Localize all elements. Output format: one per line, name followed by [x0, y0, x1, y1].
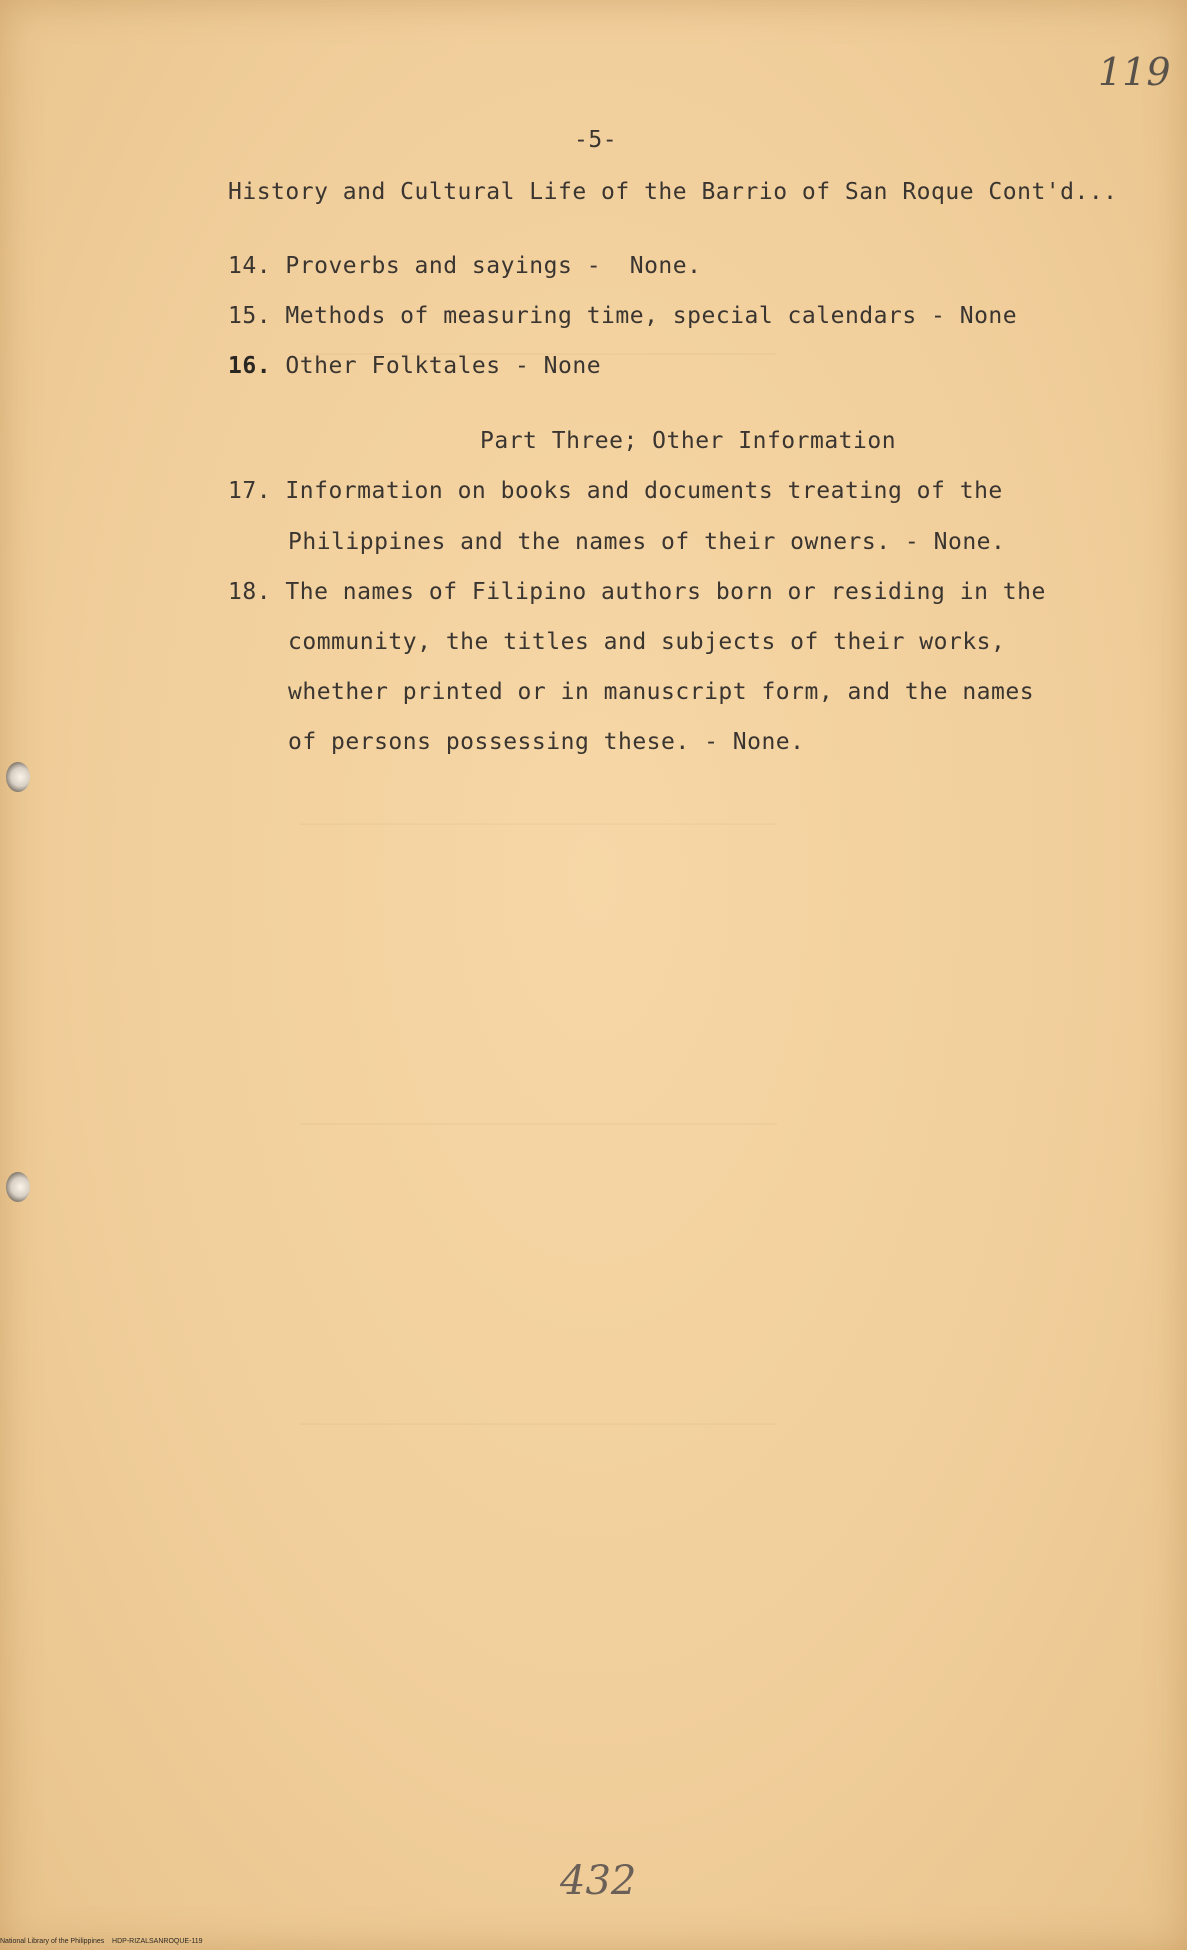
list-item-18-continuation: of persons possessing these. - None.	[288, 729, 805, 755]
handwritten-page-number: 119	[1098, 50, 1171, 94]
list-item-18-continuation: whether printed or in manuscript form, and the names	[288, 679, 1035, 705]
part-heading: Part Three; Other Information	[480, 428, 897, 454]
item-number: 14.	[228, 253, 272, 279]
list-item-17	[228, 477, 1003, 505]
list-item-16	[228, 352, 601, 380]
punch-hole	[6, 762, 30, 792]
item-text: Information on books and documents treating of the	[285, 478, 1003, 504]
stamp-mark: 432	[560, 1858, 637, 1904]
punch-hole	[6, 1172, 30, 1202]
footer-text: National Library of the Philippines HDP-RIZALSANROQUE-119	[0, 1938, 203, 1945]
page-number: -5-	[574, 127, 618, 153]
list-item-14	[228, 252, 701, 280]
item-number: 15.	[228, 303, 272, 329]
list-item-17-continuation: Philippines and the names of their owners. - None.	[288, 529, 1006, 555]
item-number: 17.	[228, 478, 272, 504]
item-text: Proverbs and sayings - None.	[285, 253, 702, 279]
running-title: History and Cultural Life of the Barrio of San Roque Cont'd...	[228, 179, 1118, 205]
list-item-15	[228, 302, 1017, 330]
item-text: Methods of measuring time, special calendars - None	[285, 303, 1018, 329]
archival-page: ____________________________________ ____________________________________ ____________________________________ ____________________________________ 119 -5- History and Cultural Life of the Barrio of San Roque Cont'd... 14. Proverbs and sayings - None. 15. Methods of measuring time, special calendars - None 16. Other Folktales - None Part Three; Other Information 17. Information on books and documents treating of the Philippines and the names of their owners. - None. 18. The names of Filipino authors born or residing in the community, the titles and subjects of their works, whether printed or in manuscript form, and the names of persons possessing these. - None. 432 National Library of the Philippines HDP-RIZALSANROQUE-119	[0, 0, 1187, 1950]
item-number: 16.	[228, 353, 272, 379]
item-text: The names of Filipino authors born or residing in the	[285, 579, 1046, 605]
item-number: 18.	[228, 579, 272, 605]
item-text: Other Folktales - None	[285, 353, 602, 379]
list-item-18	[228, 578, 1046, 606]
list-item-18-continuation: community, the titles and subjects of their works,	[288, 629, 1006, 655]
